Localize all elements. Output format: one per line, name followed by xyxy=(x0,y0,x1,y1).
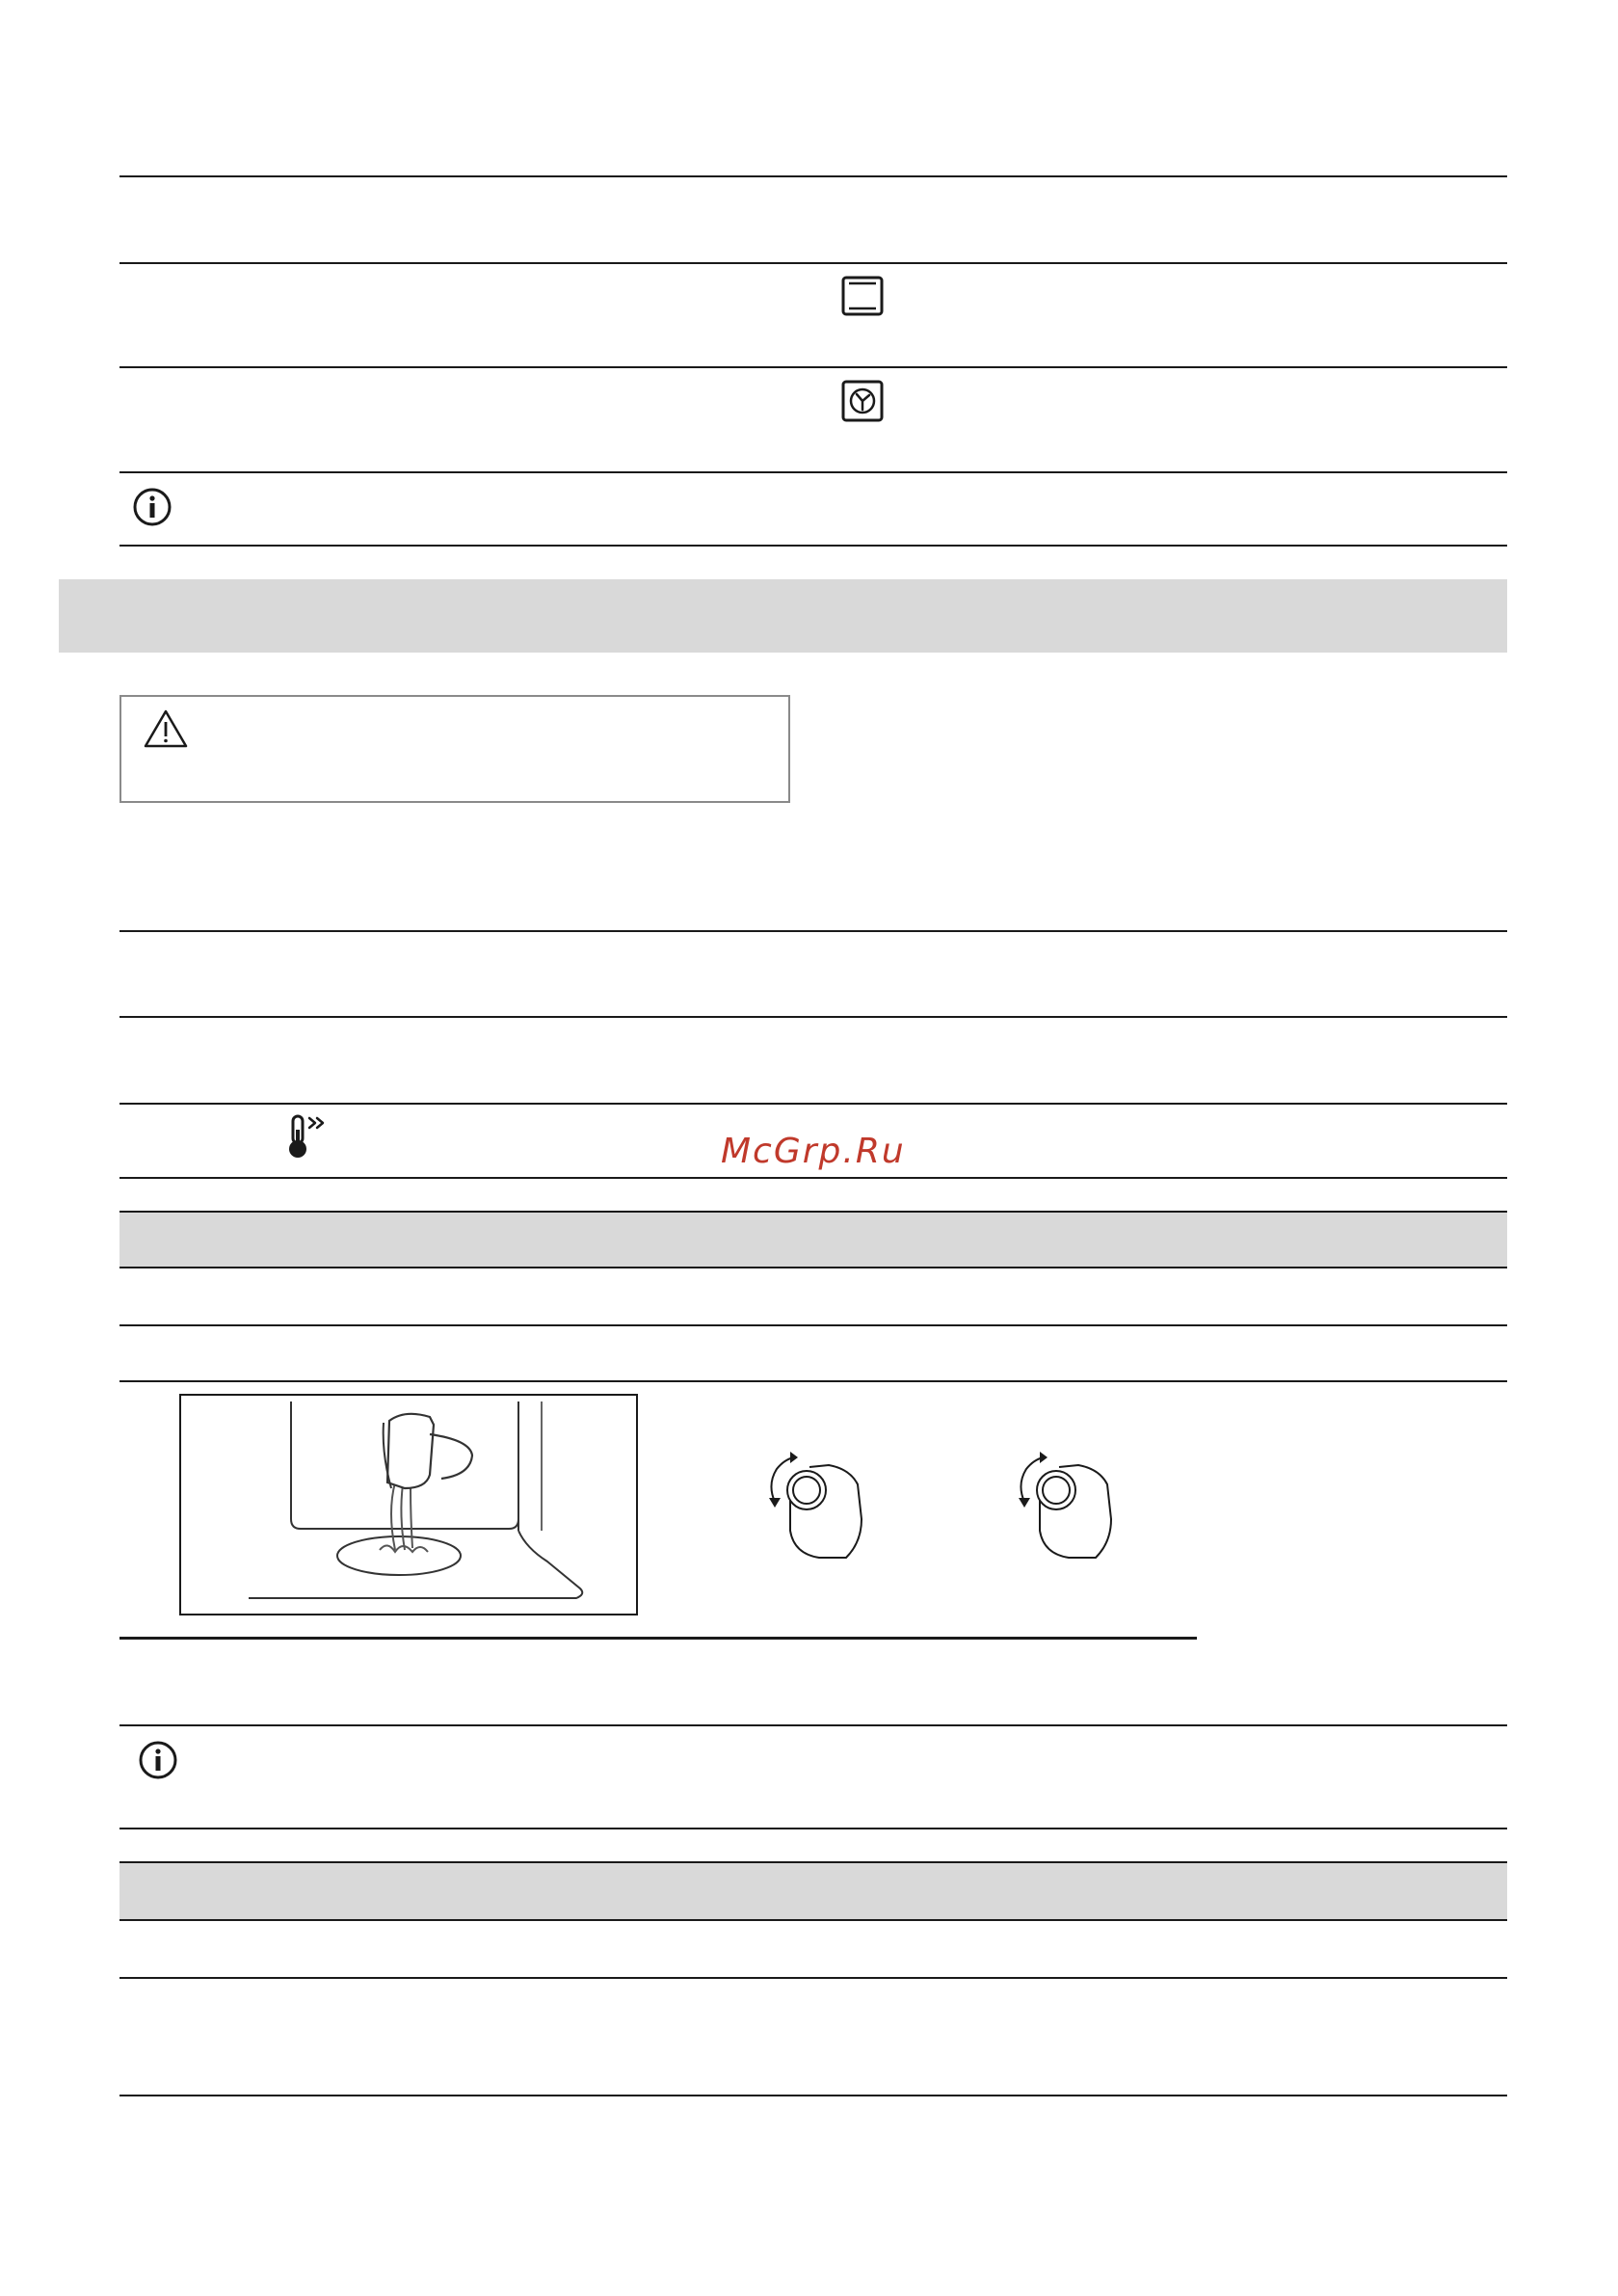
knob-turn-icon xyxy=(1011,1442,1117,1560)
table-rule xyxy=(119,1724,1507,1726)
figure-rule xyxy=(119,1637,1197,1640)
table-rule xyxy=(119,545,1507,547)
knob-turn-icon xyxy=(761,1442,867,1560)
table-rule xyxy=(119,366,1507,368)
warning-box xyxy=(119,695,790,803)
table-rule xyxy=(119,262,1507,264)
table-header-band xyxy=(119,1211,1507,1268)
table-rule xyxy=(119,1103,1507,1105)
pour-water-illustration xyxy=(179,1394,638,1615)
table-rule xyxy=(119,1828,1507,1829)
table-rule xyxy=(119,2095,1507,2096)
info-icon xyxy=(138,1740,178,1780)
table-rule xyxy=(119,175,1507,177)
fan-heat-icon xyxy=(841,380,884,422)
table-rule xyxy=(119,471,1507,473)
core-temperature-sensor-icon xyxy=(286,1114,332,1159)
watermark: McGrp.Ru xyxy=(721,1132,906,1171)
table-rule xyxy=(119,1177,1507,1179)
warning-triangle-icon xyxy=(143,708,189,749)
conventional-heat-icon xyxy=(841,276,884,316)
section-heading-band xyxy=(59,579,1507,653)
table-header-band xyxy=(119,1861,1507,1921)
table-rule xyxy=(119,930,1507,932)
table-rule xyxy=(119,1016,1507,1018)
table-rule xyxy=(119,1324,1507,1326)
table-rule xyxy=(119,1977,1507,1979)
table-rule xyxy=(119,1380,1507,1382)
info-icon xyxy=(132,487,172,527)
